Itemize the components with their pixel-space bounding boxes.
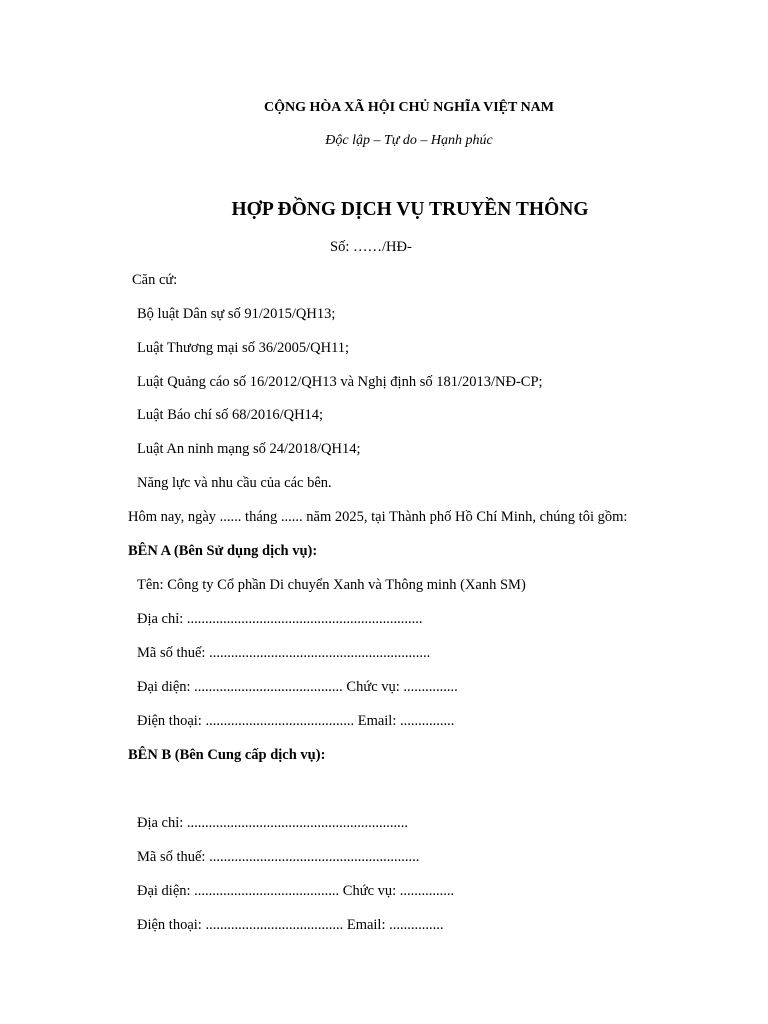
basis-item-press-law: Luật Báo chí số 68/2016/QH14; (137, 407, 324, 423)
basis-item-commercial-law: Luật Thương mại số 36/2005/QH11; (137, 340, 350, 356)
national-motto: Độc lập – Tự do – Hạnh phúc (325, 133, 493, 148)
party-b-heading: BÊN B (Bên Cung cấp dịch vụ): (128, 747, 326, 763)
basis-item-cybersecurity-law: Luật An ninh mạng số 24/2018/QH14; (137, 441, 361, 457)
party-b-representative: Đại diện: ........................................ Chức vụ: ............... (137, 883, 455, 899)
party-a-tax-code: Mã số thuế: ............................................................. (137, 645, 431, 661)
contract-number: Số: ……/HĐ- (330, 239, 412, 255)
party-a-address: Địa chỉ: ................................................................. (137, 611, 423, 627)
basis-item-civil-code: Bộ luật Dân sự số 91/2015/QH13; (137, 306, 336, 322)
intro-paragraph: Hôm nay, ngày ...... tháng ...... năm 2025, tại Thành phố Hồ Chí Minh, chúng tôi gồm: (128, 509, 628, 525)
party-b-tax-code: Mã số thuế: .......................................................... (137, 849, 420, 865)
party-b-phone-email: Điện thoại: ...................................... Email: ............... (137, 917, 444, 933)
party-a-phone-email: Điện thoại: ......................................... Email: ............... (137, 713, 455, 729)
basis-label: Căn cứ: (132, 272, 178, 288)
party-a-representative: Đại diện: ......................................... Chức vụ: ............... (137, 679, 458, 695)
party-a-heading: BÊN A (Bên Sử dụng dịch vụ): (128, 543, 318, 559)
party-a-name: Tên: Công ty Cổ phần Di chuyển Xanh và Thông minh (Xanh SM) (137, 577, 526, 593)
party-b-address: Địa chỉ: ............................................................. (137, 815, 409, 831)
basis-item-capacity: Năng lực và nhu cầu của các bên. (137, 475, 332, 491)
basis-item-advertising-law: Luật Quảng cáo số 16/2012/QH13 và Nghị định số 181/2013/NĐ-CP; (137, 374, 543, 390)
national-header: CỘNG HÒA XÃ HỘI CHỦ NGHĨA VIỆT NAM (263, 100, 554, 115)
contract-title: HỢP ĐỒNG DỊCH VỤ TRUYỀN THÔNG (231, 199, 589, 220)
